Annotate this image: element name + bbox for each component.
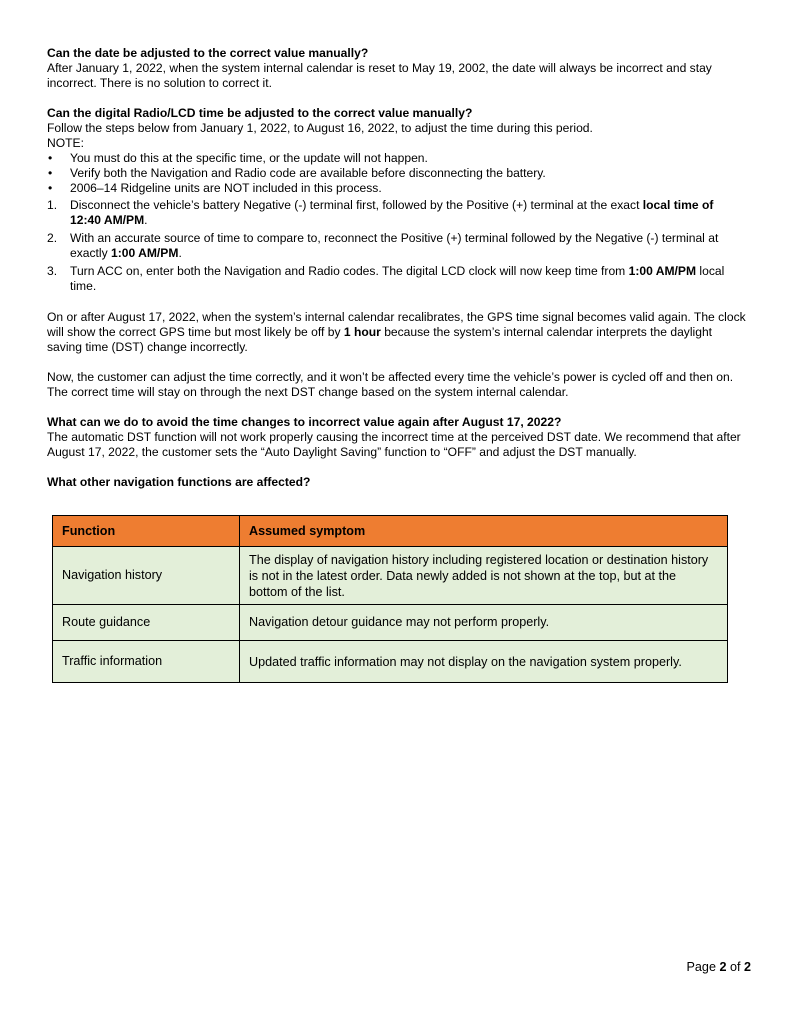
note-item: • 2006–14 Ridgeline units are NOT included in this process. <box>47 181 747 196</box>
function-cell: Route guidance <box>53 605 240 641</box>
step-number: 1. <box>47 198 58 212</box>
answer-text: The automatic DST function will not work properly causing the incorrect time at the perceived DST date. We recommend that after August 17, 2022, the customer sets the “Auto Daylight Saving” function to “OFF” and adjust the DST manually. <box>47 430 741 459</box>
question-heading: What can we do to avoid the time changes to incorrect value again after August 17, 2022? <box>47 415 562 429</box>
note-label: NOTE: <box>47 136 84 150</box>
function-cell: Traffic information <box>53 641 240 683</box>
note-list <box>47 151 747 196</box>
step-item <box>47 231 747 261</box>
page-total: 2 <box>743 960 751 974</box>
function-cell: Navigation history <box>53 547 240 605</box>
steps-list <box>47 198 747 294</box>
column-header: Assumed symptom <box>240 516 728 547</box>
question-heading: What other navigation functions are affected? <box>47 475 311 489</box>
step-bold-time: 1:00 AM/PM <box>628 264 697 278</box>
recalibration-text <box>47 310 747 355</box>
step-text: Turn ACC on, enter both the Navigation and Radio codes. The digital LCD clock will now keep time from <box>70 264 629 278</box>
symptom-cell: The display of navigation history including registered location or destination history is not in the latest order. Data newly added is not shown at the top, but at the bottom of the list. <box>240 547 728 605</box>
para-bold: 1 hour <box>343 325 381 339</box>
page-label: Page <box>686 960 716 974</box>
table-row <box>53 641 728 683</box>
column-header: Function <box>53 516 240 547</box>
page-footer <box>687 960 751 975</box>
note-item: • Verify both the Navigation and Radio code are available before disconnecting the battery. <box>47 166 747 181</box>
para-text-end: because the system’s internal calendar interprets the daylight saving time (DST) change incorrectly. <box>47 325 713 354</box>
table-header-row <box>53 516 728 547</box>
step-number: 3. <box>47 264 58 278</box>
step-text-end: . <box>144 213 148 227</box>
symptom-cell: Navigation detour guidance may not perform properly. <box>240 605 728 641</box>
paragraph-customer-adjust <box>47 370 747 400</box>
customer-adjust-text: Now, the customer can adjust the time correctly, and it won’t be affected every time the vehicle’s power is cycled off and then on. The correct time will stay on through the next DST change based on the system internal calendar. <box>47 370 734 399</box>
table-row <box>53 547 728 605</box>
step-item <box>47 198 747 228</box>
paragraph-recalibration <box>47 310 747 355</box>
answer-text: After January 1, 2022, when the system internal calendar is reset to May 19, 2002, the date will always be incorrect and stay incorrect. There is no solution to correct it. <box>47 61 712 90</box>
section-other-functions <box>47 475 747 490</box>
step-text: With an accurate source of time to compare to, reconnect the Positive (+) terminal followed by the Negative (-) terminal at exactly <box>70 231 719 260</box>
of-label: of <box>729 960 741 974</box>
question-heading: Can the digital Radio/LCD time be adjusted to the correct value manually? <box>47 106 473 120</box>
question-heading: Can the date be adjusted to the correct value manually? <box>47 46 369 60</box>
step-bold-time: local time of 12:40 AM/PM <box>70 198 714 227</box>
para-text: On or after August 17, 2022, when the system’s internal calendar recalibrates, the GPS time signal becomes valid again. The clock will show the correct GPS time but most likely be off by <box>47 310 746 339</box>
step-number: 2. <box>47 231 58 245</box>
section-time-adjust <box>47 106 747 294</box>
step-text-end: . <box>178 246 182 260</box>
step-text: Disconnect the vehicle’s battery Negative (-) terminal first, followed by the Positive (+) terminal at the exact <box>70 198 643 212</box>
table-row <box>53 605 728 641</box>
step-item <box>47 264 747 294</box>
intro-text: Follow the steps below from January 1, 2022, to August 16, 2022, to adjust the time during this period. <box>47 121 593 135</box>
step-bold-time: 1:00 AM/PM <box>111 246 179 260</box>
symptom-cell: Updated traffic information may not display on the navigation system properly. <box>240 641 728 683</box>
section-avoid-changes <box>47 415 747 460</box>
note-item: • You must do this at the specific time, or the update will not happen. <box>47 151 747 166</box>
page-number: 2 <box>719 960 727 974</box>
affected-functions-table <box>52 515 728 683</box>
step-text-end: local time. <box>70 264 725 293</box>
document-body <box>47 46 747 490</box>
section-date-adjust <box>47 46 747 91</box>
